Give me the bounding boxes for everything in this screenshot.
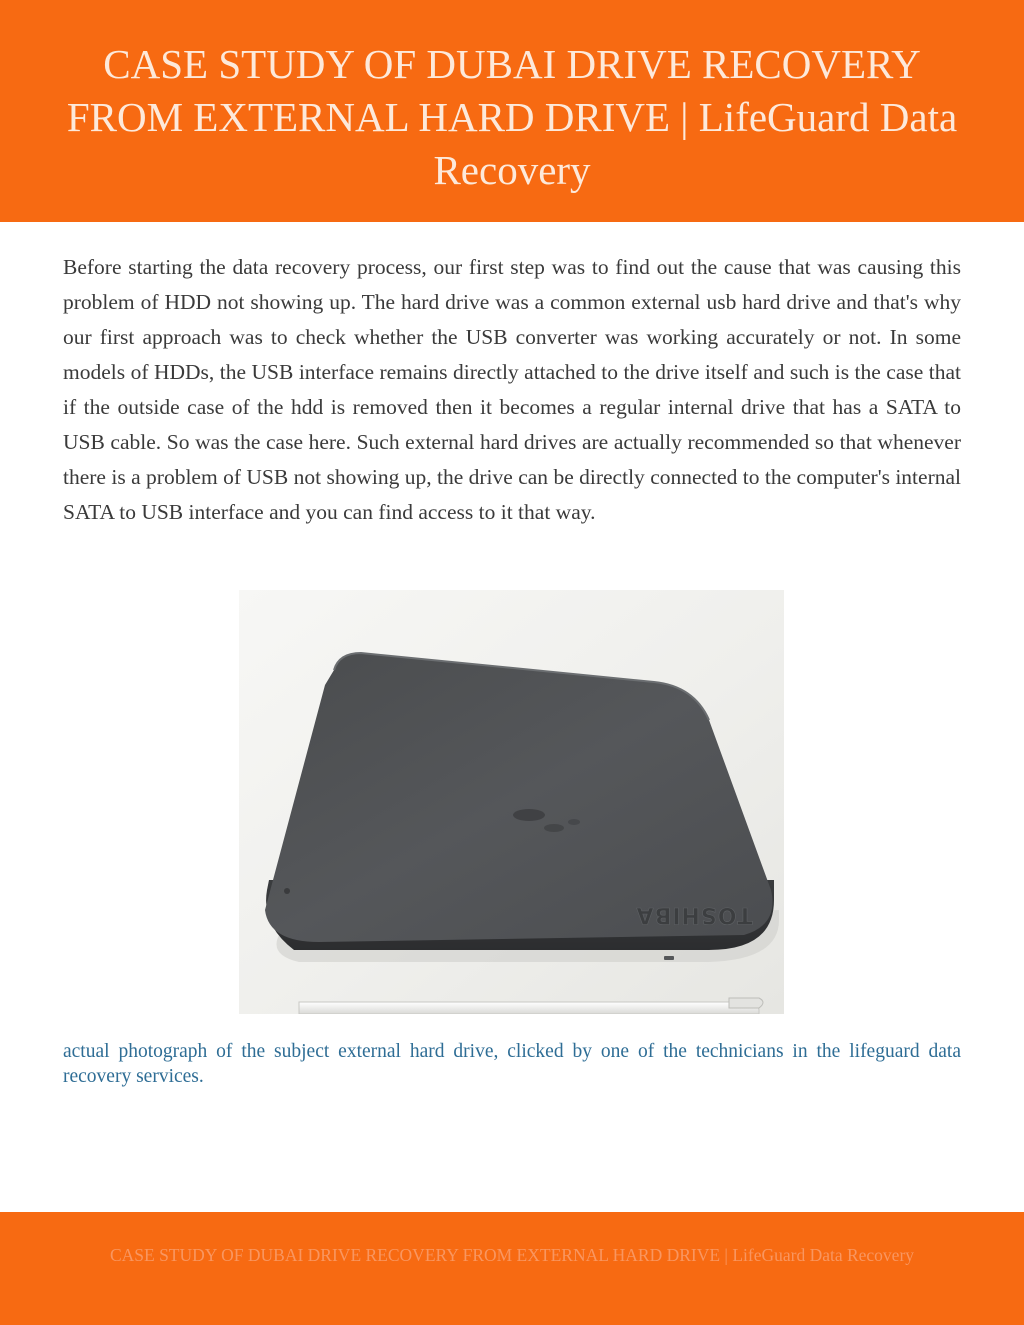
page-footer — [0, 1212, 1024, 1325]
page-header — [0, 0, 1024, 222]
article-paragraph: Before starting the data recovery process, our first step was to find out the cause that was causing this problem of HDD not showing up. The hard drive was a common external usb hard drive and that's why our first approach was to check whether the USB converter was working accurately or not. In some models of HDDs, the USB interface remains directly attached to the drive itself and such is the case that if the outside case of the hdd is removed then it becomes a regular internal drive that has a SATA to USB cable. So was the case here. Such external hard drives are actually recommended so that whenever there is a problem of USB not showing up, the drive can be directly connected to the computer's internal SATA to USB interface and you can find access to it that way. — [63, 255, 961, 524]
brand-emboss: TOSHIBA — [635, 902, 753, 927]
photo-caption: actual photograph of the subject external hard drive, clicked by one of the technicians in the lifeguard data recovery services. — [63, 1041, 961, 1087]
footer-title: CASE STUDY OF DUBAI DRIVE RECOVERY FROM EXTERNAL HARD DRIVE | LifeGuard Data Recovery — [109, 1245, 915, 1265]
page-title: CASE STUDY OF DUBAI DRIVE RECOVERY FROM EXTERNAL HARD DRIVE | LifeGuard Data Recovery — [66, 41, 958, 193]
usb-cable — [299, 1002, 759, 1014]
hard-drive-photo — [239, 590, 784, 1014]
